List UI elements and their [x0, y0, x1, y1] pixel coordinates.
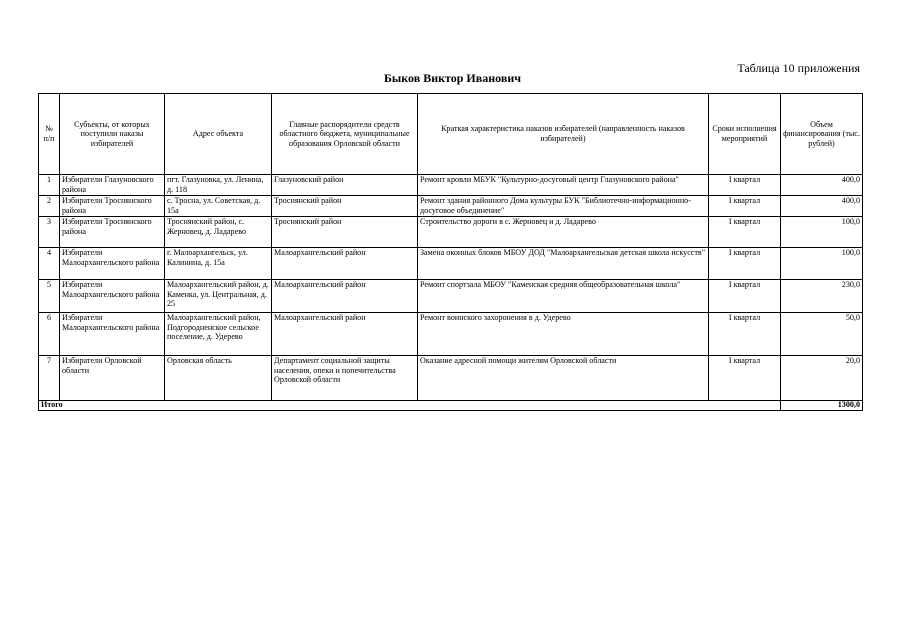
cell-term: I квартал — [709, 196, 781, 217]
cell-num: 5 — [39, 280, 60, 313]
cell-address: пгт. Глазуновка, ул. Ленина, д. 118 — [165, 175, 272, 196]
cell-amount: 50,0 — [781, 313, 863, 356]
cell-term: I квартал — [709, 175, 781, 196]
cell-amount: 20,0 — [781, 356, 863, 401]
cell-address: Малоархангельский район, д. Каменка, ул. Центральная, д. 25 — [165, 280, 272, 313]
cell-description: Ремонт здания районного Дома культуры БУК "Библиотечно-информационно-досуговое объединение" — [418, 196, 709, 217]
cell-subject: Избиратели Троснянского района — [60, 217, 165, 248]
cell-num: 1 — [39, 175, 60, 196]
cell-address: с. Тросна, ул. Советская, д. 15а — [165, 196, 272, 217]
cell-manager: Троснянский район — [272, 196, 418, 217]
cell-manager: Малоархангельский район — [272, 280, 418, 313]
cell-subject: Избиратели Глазуновского района — [60, 175, 165, 196]
cell-description: Ремонт кровли МБУК "Культурно-досуговый центр Глазуновского района" — [418, 175, 709, 196]
total-row — [39, 401, 863, 411]
cell-manager: Департамент социальной защиты населения, опеки и попечительства Орловской области — [272, 356, 418, 401]
cell-num: 3 — [39, 217, 60, 248]
header-description: Краткая характеристика наказов избирателей (направленность наказов избирателей) — [418, 94, 709, 175]
cell-manager: Глазуновский район — [272, 175, 418, 196]
cell-subject: Избиратели Малоархангельского района — [60, 248, 165, 280]
cell-num: 2 — [39, 196, 60, 217]
cell-amount: 230,0 — [781, 280, 863, 313]
cell-subject: Избиратели Малоархангельского района — [60, 280, 165, 313]
cell-description: Оказание адресной помощи жителям Орловской области — [418, 356, 709, 401]
table-row — [39, 217, 863, 248]
cell-address: г. Малоархангельск, ул. Калинина, д. 15а — [165, 248, 272, 280]
table-row — [39, 248, 863, 280]
cell-subject: Избиратели Орловской области — [60, 356, 165, 401]
cell-num: 4 — [39, 248, 60, 280]
cell-description: Ремонт воинского захоронения в д. Удерево — [418, 313, 709, 356]
cell-amount: 400,0 — [781, 196, 863, 217]
table-row — [39, 356, 863, 401]
cell-description: Строительство дороги в с. Жерновец и д. Ладарево — [418, 217, 709, 248]
header-manager: Главные распорядители средств областного бюджета, муниципальные образования Орловской области — [272, 94, 418, 175]
header-num: № п/п — [39, 94, 60, 175]
total-amount: 1300,0 — [781, 401, 863, 411]
header-address: Адрес объекта — [165, 94, 272, 175]
cell-address: Орловская область — [165, 356, 272, 401]
header-term: Сроки исполнения мероприятий — [709, 94, 781, 175]
table-header-row — [39, 94, 863, 175]
appendix-label: Таблица 10 приложения — [737, 61, 860, 75]
cell-manager: Малоархангельский район — [272, 313, 418, 356]
cell-amount: 100,0 — [781, 248, 863, 280]
cell-manager: Троснянский район — [272, 217, 418, 248]
table-row — [39, 280, 863, 313]
cell-manager: Малоархангельский район — [272, 248, 418, 280]
cell-term: I квартал — [709, 217, 781, 248]
cell-subject: Избиратели Троснянского района — [60, 196, 165, 217]
deputy-name-title: Быков Виктор Иванович — [383, 71, 522, 85]
cell-amount: 400,0 — [781, 175, 863, 196]
cell-term: I квартал — [709, 280, 781, 313]
cell-subject: Избиратели Малоархангельского района — [60, 313, 165, 356]
cell-amount: 100,0 — [781, 217, 863, 248]
voter-orders-table — [38, 93, 863, 411]
header-amount: Объем финансирования (тыс. рублей) — [781, 94, 863, 175]
cell-description: Ремонт спортзала МБОУ "Каменская средняя общеобразовательная школа" — [418, 280, 709, 313]
cell-num: 7 — [39, 356, 60, 401]
cell-address: Малоархангельский район, Подгородненское сельское поселение, д. Удерево — [165, 313, 272, 356]
cell-description: Замена оконных блоков МБОУ ДОД "Малоархангельская детская школа искусств" — [418, 248, 709, 280]
table-row — [39, 175, 863, 196]
cell-term: I квартал — [709, 356, 781, 401]
cell-term: I квартал — [709, 248, 781, 280]
cell-address: Троснянский район, с. Жерновец, д. Ладарево — [165, 217, 272, 248]
table-row — [39, 196, 863, 217]
table-row — [39, 313, 863, 356]
cell-num: 6 — [39, 313, 60, 356]
cell-term: I квартал — [709, 313, 781, 356]
total-label: Итого — [39, 401, 781, 411]
header-subject: Субъекты, от которых поступили наказы избирателей — [60, 94, 165, 175]
